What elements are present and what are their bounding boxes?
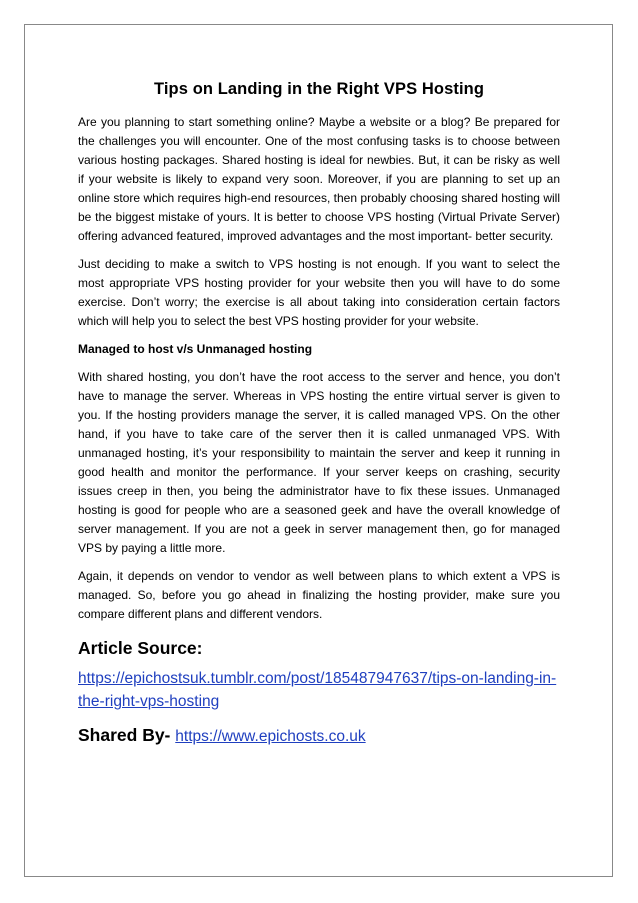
shared-by-line [78, 725, 560, 746]
document-title: Tips on Landing in the Right VPS Hosting [153, 80, 484, 98]
shared-by-link[interactable]: https://www.epichosts.co.uk [175, 728, 366, 745]
paragraph-managed: With shared hosting, you don’t have the root access to the server and hence, you don’t have to manage the server. Whereas in VPS hosting the entire virtual server is given to you. If the hosting providers manage the server, it is called managed VPS. On the other hand, if you have to take care of the server then it is called unmanaged VPS. With unmanaged hosting, it’s your responsibility to maintain the server and keep it running in good health and monitor the performance. If your server keeps on crashing, security issues creep in then, you being the administrator have to fix these issues. Unmanaged hosting is good for people who are a seasoned geek and have the overall knowledge of server management. If you are not a geek in server management then, go for managed VPS by paying a little more. [78, 370, 560, 555]
document-body [78, 80, 560, 746]
paragraph-vendor: Again, it depends on vendor to vendor as well between plans to which extent a VPS is managed. So, before you go ahead in finalizing the hosting provider, make sure you compare different plans and different vendors. [78, 569, 560, 621]
paragraph-intro: Are you planning to start something online? Maybe a website or a blog? Be prepared for the challenges you will encounter. One of the most confusing tasks is to choose between various hosting packages. Shared hosting is ideal for newbies. But, it can be risky as well if your website is likely to expand very soon. Moreover, if you are planning to set up an online store which requires high-end resources, then probably choosing shared hosting will be the biggest mistake of yours. It is better to choose VPS hosting (Virtual Private Server) offering advanced featured, improved advantages and the most important- better security. [78, 115, 560, 243]
paragraph-switch: Just deciding to make a switch to VPS hosting is not enough. If you want to select the most appropriate VPS hosting provider for your website then you will have to do some exercise. Don’t worry; the exercise is all about taking into consideration certain factors which will help you to select the best VPS hosting provider for your website. [78, 257, 560, 328]
article-source-heading: Article Source: [78, 638, 203, 658]
section-subheading: Managed to host v/s Unmanaged hosting [78, 342, 313, 356]
article-source-link[interactable]: https://epichostsuk.tumblr.com/post/185487947637/tips-on-landing-in-the-right-vps-hosting [78, 670, 557, 710]
shared-by-label: Shared By- [78, 725, 171, 745]
